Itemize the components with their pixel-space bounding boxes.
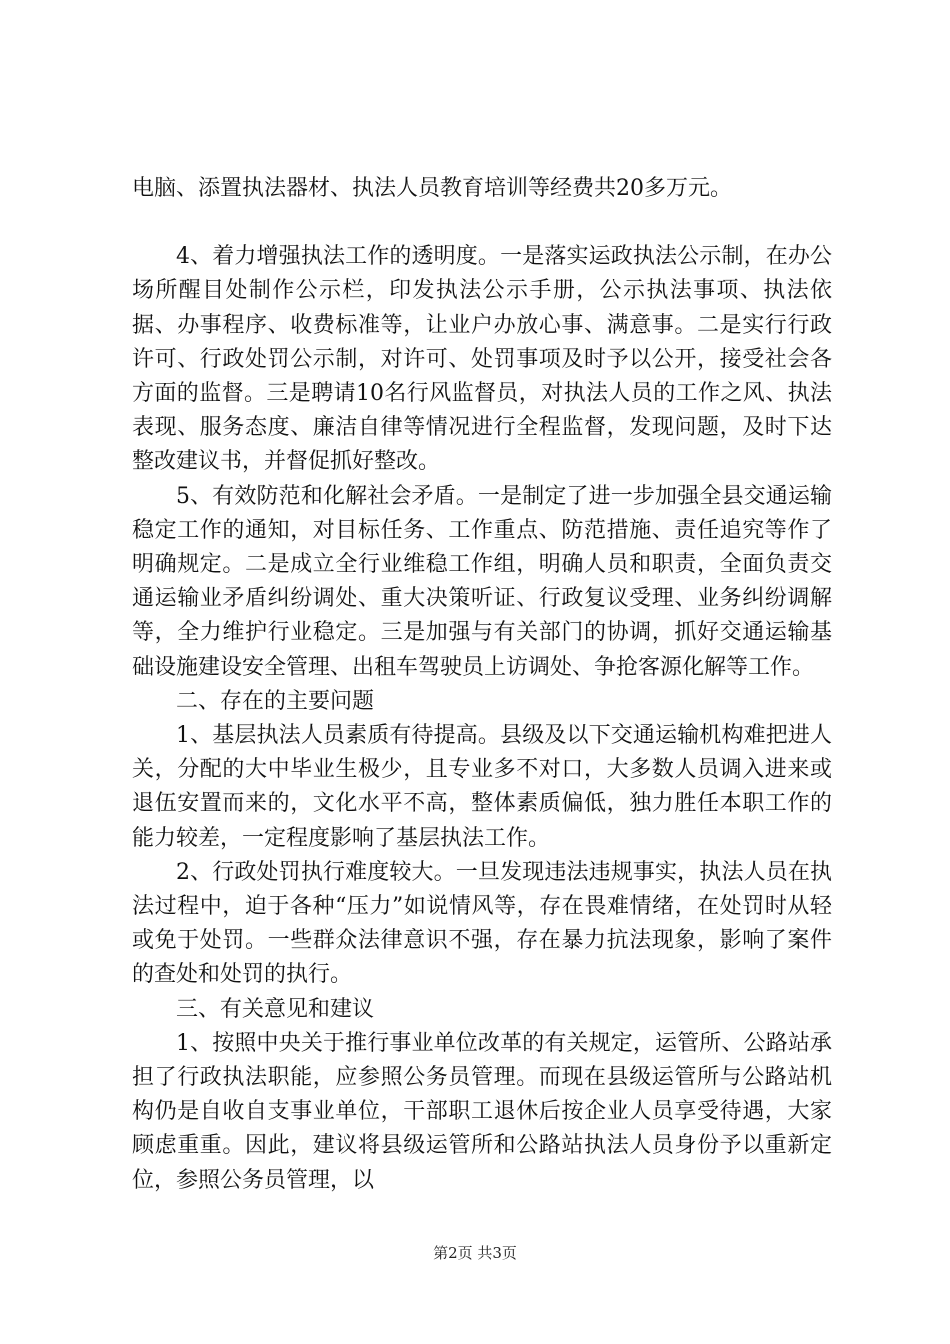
paragraph-item-5: 5、有效防范和化解社会矛盾。一是制定了进一步加强全县交通运输稳定工作的通知，对目标任务、工作重点、防范措施、责任追究等作了明确规定。二是成立全行业维稳工作组，明确人员和职责，全面负责交通运输业矛盾纠纷调处、重大决策听证、行政复议受理、业务纠纷调解等，全力维护行业稳定。三是加强与有关部门的协调，抓好交通运输基础设施建设安全管理、出租车驾驶员上访调处、争抢客源化解等工作。 bbox=[132, 483, 832, 680]
paragraph-suggestion-1: 1、按照中央关于推行事业单位改革的有关规定，运管所、公路站承担了行政执法职能，应参照公务员管理。而现在县级运管所与公路站机构仍是自收自支事业单位，干部职工退休后按企业人员享受待遇，大家顾虑重重。因此，建议将县级运管所和公路站执法人员身份予以重新定位，参照公务员管理，以 bbox=[132, 1030, 832, 1193]
paragraph-problem-2: 2、行政处罚执行难度较大。一旦发现违法违规事实，执法人员在执法过程中，迫于各种“压力”如说情风等，存在畏难情绪，在处罚时从轻或免于处罚。一些群众法律意识不强，存在暴力抗法现象，影响了案件的查处和处罚的执行。 bbox=[132, 859, 832, 988]
paragraph-problem-1: 1、基层执法人员素质有待提高。县级及以下交通运输机构难把进人关，分配的大中毕业生极少，且专业多不对口，大多数人员调入进来或退伍安置而来的，文化水平不高，整体素质偏低，独力胜任本职工作的能力较差，一定程度影响了基层执法工作。 bbox=[132, 723, 832, 851]
page-number-footer: 第2页 共3页 bbox=[433, 1244, 517, 1262]
section-heading-problems: 二、存在的主要问题 bbox=[176, 688, 375, 714]
paragraph-item-4: 4、着力增强执法工作的透明度。一是落实运政执法公示制，在办公场所醒目处制作公示栏，印发执法公示手册，公示执法事项、执法依据、办事程序、收费标准等，让业户办放心事、满意事。二是实行行政许可、行政处罚公示制，对许可、处罚事项及时予以公开，接受社会各方面的监督。三是聘请10名行风监督员，对执法人员的工作之风、执法表现、服务态度、廉洁自律等情况进行全程监督，发现问题，及时下达整改建议书，并督促抓好整改。 bbox=[132, 244, 832, 475]
document-body bbox=[132, 172, 832, 1198]
paragraph-continuation: 电脑、添置执法器材、执法人员教育培训等经费共20多万元。 bbox=[132, 176, 732, 201]
section-heading-suggestions: 三、有关意见和建议 bbox=[176, 996, 375, 1022]
